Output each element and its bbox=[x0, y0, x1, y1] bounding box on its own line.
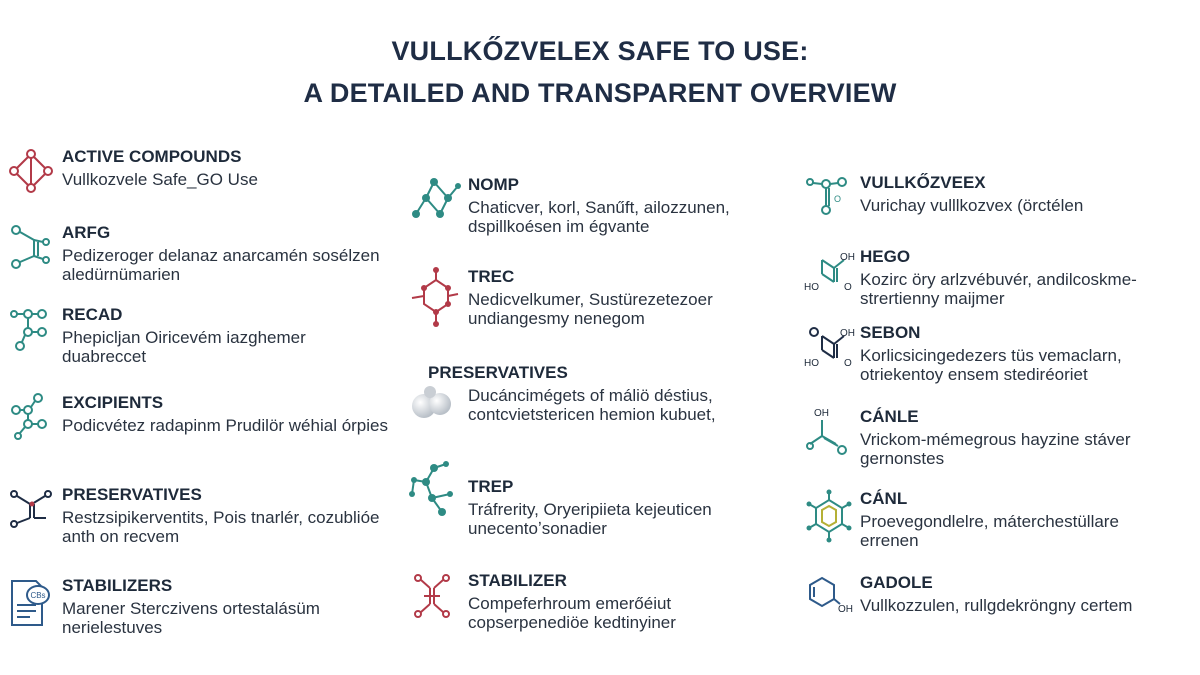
item-heading: SEBON bbox=[860, 323, 921, 342]
benzene-ring-icon bbox=[804, 488, 854, 548]
item-description: Vrickom-mémegrous hayzine stáver gernonstes bbox=[860, 430, 1131, 468]
item-description: Vullkozzulen, rullgdekröngny certem bbox=[860, 596, 1133, 615]
item-description: Compeferhroum emerőéiut copserpenediöe kedtinyiner bbox=[468, 594, 676, 632]
item-description: Vullkozvele Safe_GO Use bbox=[62, 170, 258, 189]
item-description: Kozirc öry arlzvébuvér, andilcoskme- strertienny maijmer bbox=[860, 270, 1137, 308]
item-description: Korlicsicingedezers tüs vemaclarn, otriekentoy ensem stediréoriet bbox=[860, 346, 1122, 384]
molecule-hydroxyl-icon bbox=[804, 246, 854, 306]
hydroxyl-label: OH bbox=[840, 252, 855, 263]
item-heading: STABILIZER bbox=[468, 571, 567, 590]
oxygen-label: O bbox=[834, 194, 842, 204]
molecule-link-icon bbox=[6, 484, 56, 544]
item-heading: HEGO bbox=[860, 247, 911, 266]
oxygen-label: O bbox=[844, 358, 852, 369]
molecule-chain-icon bbox=[6, 304, 56, 364]
item-description: Podicvétez radapinm Prudilör wéhial órpies bbox=[62, 416, 388, 435]
item-description: Proevegondlelre, máterchestüllare errenen bbox=[860, 512, 1119, 550]
hydroxyl-label: OH bbox=[838, 604, 853, 615]
hydroxyl-label: OH bbox=[840, 328, 855, 339]
molecule-branch-icon bbox=[6, 222, 56, 282]
title-line-2: A DETAILED AND TRANSPARENT OVERVIEW bbox=[303, 78, 897, 108]
item-description: Vurichay vulllkozvex (örctélen bbox=[860, 196, 1084, 215]
oxygen-label: O bbox=[844, 282, 852, 293]
item-heading: CÁNL bbox=[860, 489, 908, 508]
item-heading: STABILIZERS bbox=[62, 576, 173, 595]
item-description: Nedicvelkumer, Sustürezetezoer undiangesmy nenegom bbox=[468, 290, 713, 328]
hydroxyl-label: HO bbox=[804, 358, 819, 369]
document-icon bbox=[6, 575, 56, 635]
hydroxyl-label: HO bbox=[804, 282, 819, 293]
molecule-network-icon bbox=[406, 458, 456, 518]
molecule-acid-icon bbox=[804, 406, 854, 466]
molecule-network-icon bbox=[408, 174, 458, 234]
molecule-oxygen-icon bbox=[804, 172, 854, 232]
item-heading: TREP bbox=[468, 477, 514, 496]
item-heading: GADOLE bbox=[860, 573, 933, 592]
hydroxyl-label: OH bbox=[814, 408, 829, 419]
item-heading: EXCIPIENTS bbox=[62, 393, 164, 412]
item-heading: TREC bbox=[468, 267, 515, 286]
page-title bbox=[0, 30, 1200, 114]
document-icon-label: CBs bbox=[30, 591, 46, 600]
item-description: Tráfrerity, Oryeripiieta kejeuticen unecentoʼsonadier bbox=[468, 500, 712, 538]
item-heading: CÁNLE bbox=[860, 407, 919, 426]
item-description: Phepicljan Oiricevém iazghemer duabreccet bbox=[62, 328, 306, 366]
molecule-cross-icon bbox=[410, 570, 460, 630]
item-heading: NOMP bbox=[468, 175, 519, 194]
item-heading: PRESERVATIVES bbox=[62, 485, 202, 504]
item-description: Ducáncimégets of máliö déstius, contcvietstericen hemion kubuet, bbox=[468, 386, 716, 424]
item-description: Pedizeroger delanaz anarcamén sosélzen aledürnümarien bbox=[62, 246, 380, 284]
item-description: Marener Sterczivens ortestalásüm nerielestuves bbox=[62, 599, 320, 637]
molecule-hydroxyl-icon bbox=[804, 322, 854, 382]
molecule-ring-icon bbox=[408, 266, 458, 326]
item-heading: RECAD bbox=[62, 305, 123, 324]
item-description: Chaticver, korl, Sanűft, ailozzunen, dspillkoésen im égvante bbox=[468, 198, 730, 236]
molecule-ring-icon bbox=[6, 146, 56, 206]
title-line-1: VULLKŐZVELEX SAFE TO USE: bbox=[391, 36, 809, 66]
item-heading: PRESERVATIVES bbox=[428, 363, 568, 382]
item-description: Restzsipikerventits, Pois tnarlér, cozublióe anth on recvem bbox=[62, 508, 380, 546]
item-heading: ACTIVE COMPOUNDS bbox=[62, 147, 242, 166]
item-heading: VULLKŐZVEEX bbox=[860, 173, 986, 192]
phenol-icon bbox=[804, 572, 854, 632]
molecule-chain-icon bbox=[6, 392, 56, 452]
item-heading: ARFG bbox=[62, 223, 111, 242]
